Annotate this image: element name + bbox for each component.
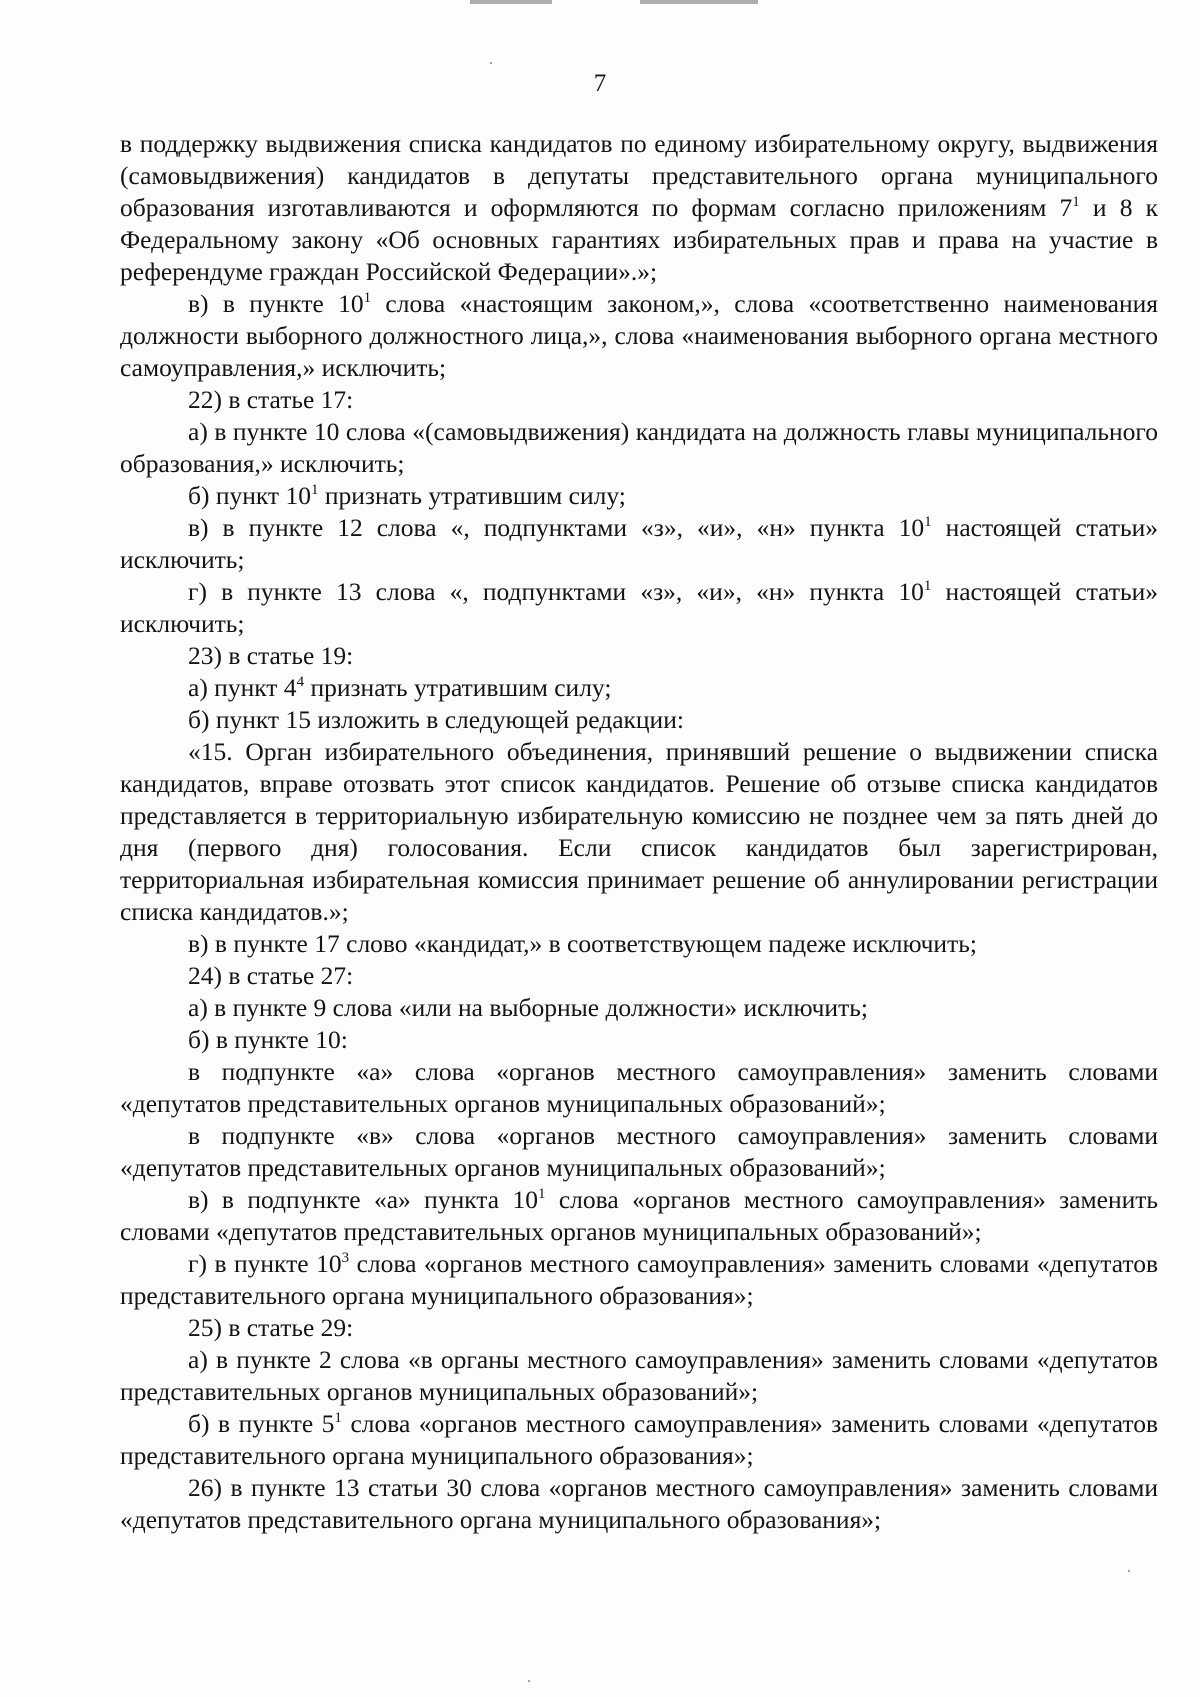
paragraph [120, 1184, 1158, 1248]
superscript: 1 [363, 290, 372, 306]
page-number: 7 [593, 70, 607, 97]
superscript: 1 [924, 514, 932, 530]
paragraph [120, 960, 1158, 992]
text-run: слова «органов местного самоуправления» заменить словами «депутатов представительных органов муниципальных образований»; [120, 1185, 1159, 1246]
text-run: слова «органов местного самоуправления» заменить словами «депутатов представительного органа муниципального образования»; [120, 1249, 1158, 1310]
text-run: г) в пункте 10 [188, 1249, 342, 1278]
superscript: 1 [334, 1410, 342, 1426]
text-run: г) в пункте 13 слова «, подпунктами «з», «и», «н» пункта 10 [188, 577, 924, 606]
text-run: и 8 к Федеральному закону «Об основных гарантиях избирательных прав и права на участие в референдуме граждан Российской Федерации».»; [120, 193, 1158, 286]
text-run: а) в пункте 9 слова «или на выборные должности» исключить; [188, 993, 868, 1022]
text-run: в) в подпункте «а» пункта 10 [188, 1185, 538, 1214]
paragraph [120, 416, 1158, 480]
text-run: б) в пункте 10: [188, 1025, 348, 1054]
text-run: в подпункте «в» слова «органов местного самоуправления» заменить словами «депутатов представительных органов муниципальных образований»; [120, 1121, 1158, 1182]
paragraph [120, 1120, 1158, 1184]
paragraph [120, 1024, 1158, 1056]
paragraph [120, 1312, 1158, 1344]
scan-artifact [470, 0, 552, 4]
text-run: слова «органов местного самоуправления» заменить словами «депутатов представительного органа муниципального образования»; [120, 1409, 1158, 1470]
paragraph [120, 512, 1158, 576]
paragraph [120, 1056, 1158, 1120]
text-run: признать утратившим силу; [304, 673, 612, 702]
superscript: 1 [923, 578, 932, 594]
superscript: 4 [296, 674, 305, 690]
text-run: «15. Орган избирательного объединения, принявший решение о выдвижении списка кандидатов, вправе отозвать этот список кандидатов. Решение об отзыве списка кандидатов представляется в территориальную избирательную комиссию не позднее чем за пять дней до дня (первого дня) голосования. Если список кандидатов был зарегистрирован, территориальная избирательная комиссия принимает решение об аннулировании регистрации списка кандидатов.»; [120, 737, 1158, 926]
paragraph [120, 576, 1158, 640]
text-run: б) пункт 10 [188, 481, 311, 510]
text-run: а) в пункте 2 слова «в органы местного самоуправления» заменить словами «депутатов представительных органов муниципальных образований»; [120, 1345, 1158, 1406]
text-run: 25) в статье 29: [188, 1313, 354, 1342]
paragraph [120, 736, 1158, 928]
text-run: а) пункт 4 [188, 673, 297, 702]
text-run: в) в пункте 17 слово «кандидат,» в соответствующем падеже исключить; [188, 929, 977, 958]
text-run: признать утратившим силу; [318, 481, 626, 510]
paragraph [120, 1472, 1158, 1536]
scan-speck [490, 62, 492, 64]
text-run: 24) в статье 27: [188, 961, 354, 990]
paragraph [120, 672, 1158, 704]
paragraph [120, 384, 1158, 416]
paragraph [120, 640, 1158, 672]
paragraph [120, 928, 1158, 960]
paragraph [120, 1344, 1158, 1408]
document-body [120, 128, 1158, 1536]
paragraph [120, 1248, 1158, 1312]
text-run: 26) в пункте 13 статьи 30 слова «органов местного самоуправления» заменить словами «депутатов представительного органа муниципального образования»; [120, 1473, 1158, 1534]
text-run: слова «настоящим законом,», слова «соответственно наименования должности выборного должностного лица,», слова «наименования выборного органа местного самоуправления,» исключить; [120, 289, 1158, 382]
text-run: в) в пункте 10 [188, 289, 364, 318]
text-run: 22) в статье 17: [188, 385, 354, 414]
paragraph [120, 992, 1158, 1024]
text-run: в подпункте «а» слова «органов местного самоуправления» заменить словами «депутатов представительных органов муниципальных образований»; [120, 1057, 1158, 1118]
text-run: в) в пункте 12 слова «, подпунктами «з», «и», «н» пункта 10 [188, 513, 925, 542]
superscript: 1 [1072, 194, 1080, 210]
text-run: 23) в статье 19: [188, 641, 354, 670]
text-run: настоящей статьи» исключить; [120, 513, 1158, 574]
superscript: 3 [341, 1250, 350, 1266]
paragraph [120, 288, 1158, 384]
superscript: 1 [537, 1186, 546, 1202]
paragraph [120, 128, 1158, 288]
superscript: 1 [310, 482, 319, 498]
paragraph [120, 480, 1158, 512]
text-run: б) пункт 15 изложить в следующей редакции: [188, 705, 684, 734]
text-run: в поддержку выдвижения списка кандидатов по единому избирательному округу, выдвижения (самовыдвижения) кандидатов в депутаты представительного органа муниципального образования изготавливаются и оформляются по формам согласно приложениям 7 [120, 129, 1158, 222]
scan-speck [1128, 1570, 1130, 1572]
text-run: а) в пункте 10 слова «(самовыдвижения) кандидата на должность главы муниципального образования,» исключить; [120, 417, 1158, 478]
text-run: б) в пункте 5 [188, 1409, 335, 1438]
paragraph [120, 704, 1158, 736]
scan-artifact [640, 0, 758, 4]
text-run: настоящей статьи» исключить; [120, 577, 1158, 638]
paragraph [120, 1408, 1158, 1472]
scan-speck [528, 1680, 530, 1682]
